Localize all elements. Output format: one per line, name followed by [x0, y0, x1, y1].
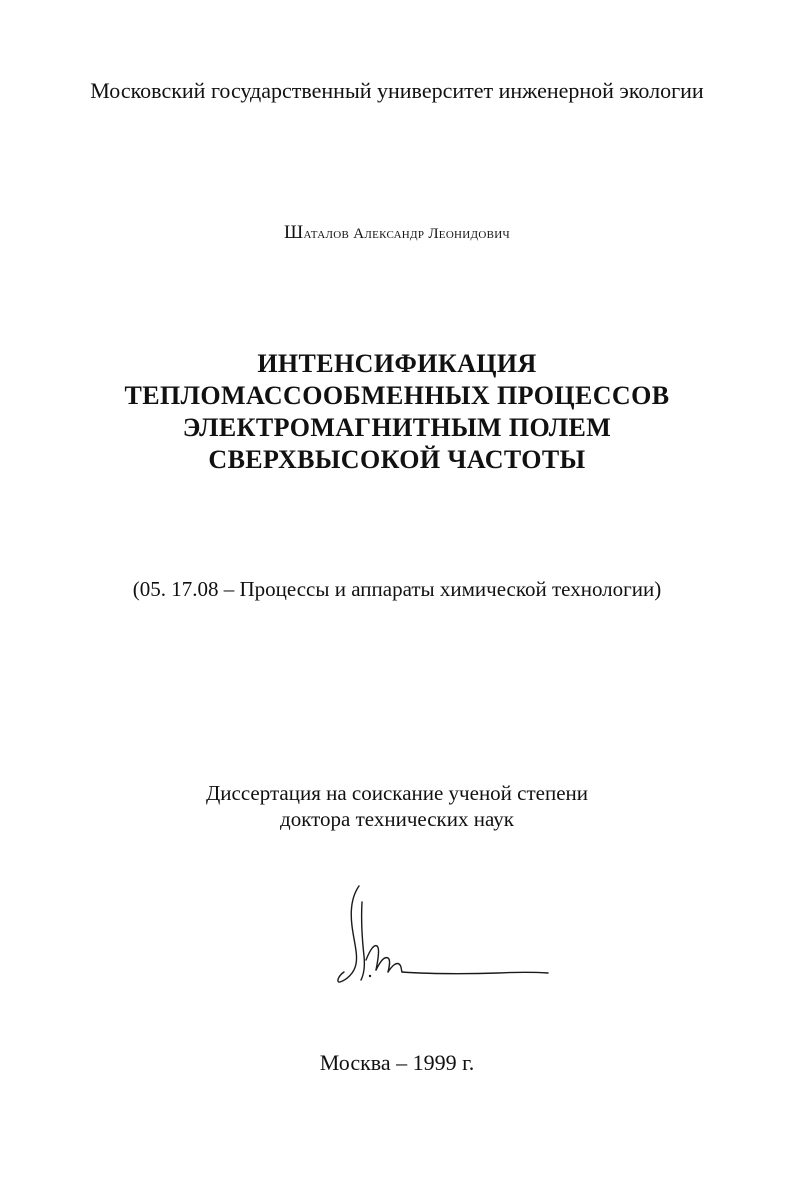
author-name-rest: аталов Александр Леонидович	[303, 226, 510, 242]
title-line-4: СВЕРХВЫСОКОЙ ЧАСТОТЫ	[208, 445, 586, 474]
title-line-3: ЭЛЕКТРОМАГНИТНЫМ ПОЛЕМ	[182, 413, 612, 442]
author-initial: Ш	[284, 222, 304, 243]
degree-line-2: доктора технических наук	[280, 807, 514, 831]
title-line-2: ТЕПЛОМАССООБМЕННЫХ ПРОЦЕССОВ	[124, 381, 670, 410]
place-and-year: Москва – 1999 г.	[319, 1050, 475, 1075]
title-line-1: ИНТЕНСИФИКАЦИЯ	[257, 349, 537, 378]
specialty-code: (05. 17.08 – Процессы и аппараты химической технологии)	[132, 577, 662, 601]
signature-icon	[328, 880, 558, 990]
institution-name: Московский государственный университет инженерной экологии	[90, 78, 704, 103]
degree-line-1: Диссертация на соискание ученой степени	[205, 781, 589, 805]
degree-statement	[0, 780, 794, 832]
dissertation-title	[0, 348, 794, 476]
author-name	[0, 222, 794, 244]
